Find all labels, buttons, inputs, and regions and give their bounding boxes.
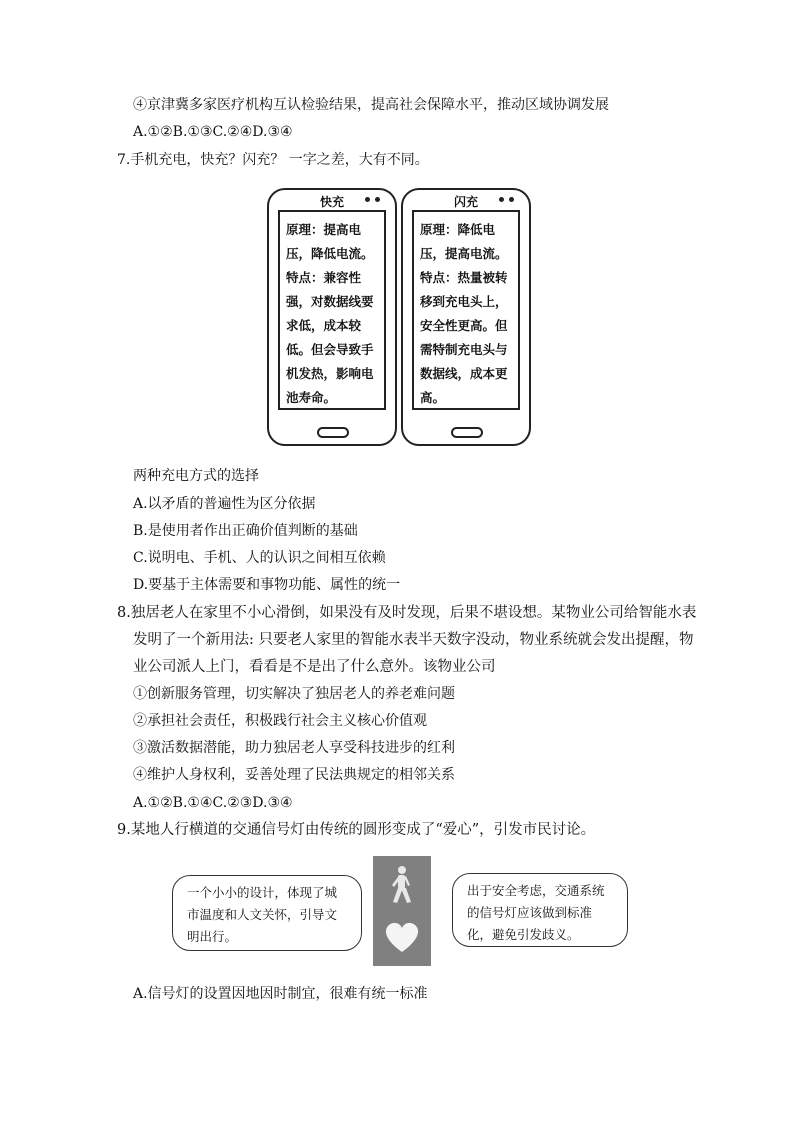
- q8-stem-3: 业公司派人上门，看看是不是出了什么意外。该物业公司: [133, 659, 496, 675]
- q7-option-b: B.是使用者作出正确价值判断的基础: [133, 523, 358, 539]
- pedestrian-heart-icon: [373, 856, 431, 966]
- flash-charge-title: 闪充: [453, 195, 478, 209]
- q8-option-2: ②承担社会责任，积极践行社会主义核心价值观: [133, 713, 427, 729]
- q6-answers: A.①②B.①③C.②④D.③④: [133, 124, 293, 140]
- q8-stem-1: 8.独居老人在家里不小心滑倒，如果没有及时发现，后果不堪设想。某物业公司给智能水表: [117, 605, 697, 621]
- q6-option-4: ④京津冀多家医疗机构互认检验结果，提高社会保障水平，推动区域协调发展: [133, 97, 609, 113]
- fast-charge-phone: [267, 188, 397, 446]
- camera-icon: [499, 197, 504, 202]
- q7-option-c: C.说明电、手机、人的认识之间相互依赖: [133, 550, 386, 566]
- q7-option-d: D.要基于主体需要和事物功能、属性的统一: [133, 577, 401, 593]
- q7-option-a: A.以矛盾的普遍性为区分依据: [133, 496, 316, 512]
- comment-bubble-right: 出于安全考虑，交通系统的信号灯应该做到标准化，避免引发歧义。: [452, 873, 628, 947]
- traffic-signal-image: [373, 856, 431, 966]
- home-button-icon: [451, 427, 483, 438]
- q9-stem: 9.某地人行横道的交通信号灯由传统的圆形变成了“爱心”，引发市民讨论。: [117, 822, 596, 838]
- q9-option-a: A.信号灯的设置因地因时制宜，很难有统一标准: [133, 986, 428, 1002]
- fast-charge-title: 快充: [319, 195, 344, 209]
- q8-stem-2: 发明了一个新用法: 只要老人家里的智能水表半天数字没动，物业系统就会发出提醒，物: [133, 632, 694, 648]
- q8-option-4: ④维护人身权利，妥善处理了民法典规定的相邻关系: [133, 767, 455, 783]
- q8-answers: A.①②B.①④C.②③D.③④: [133, 795, 293, 811]
- camera-icon: [509, 197, 514, 202]
- camera-icon: [375, 197, 380, 202]
- q8-option-3: ③激活数据潜能，助力独居老人享受科技进步的红利: [133, 740, 455, 756]
- q7-question: 两种充电方式的选择: [133, 468, 259, 484]
- q7-stem: 7.手机充电，快充？闪充？ 一字之差，大有不同。: [117, 152, 429, 168]
- camera-icon: [365, 197, 370, 202]
- flash-charge-text: 原理：降低电压，提高电流。特点：热量被转移到充电头上，安全性更高。但需特制充电头与数据线，成本更高。: [412, 210, 520, 410]
- home-button-icon: [317, 427, 349, 438]
- fast-charge-text: 原理：提高电压，降低电流。特点：兼容性强，对数据线要求低，成本较低。但会导致手机发热，影响电池寿命。: [278, 210, 386, 410]
- comment-bubble-left: 一个小小的设计，体现了城市温度和人文关怀，引导文明出行。: [172, 875, 362, 951]
- flash-charge-phone: [401, 188, 531, 446]
- q8-option-1: ①创新服务管理，切实解决了独居老人的养老难问题: [133, 686, 455, 702]
